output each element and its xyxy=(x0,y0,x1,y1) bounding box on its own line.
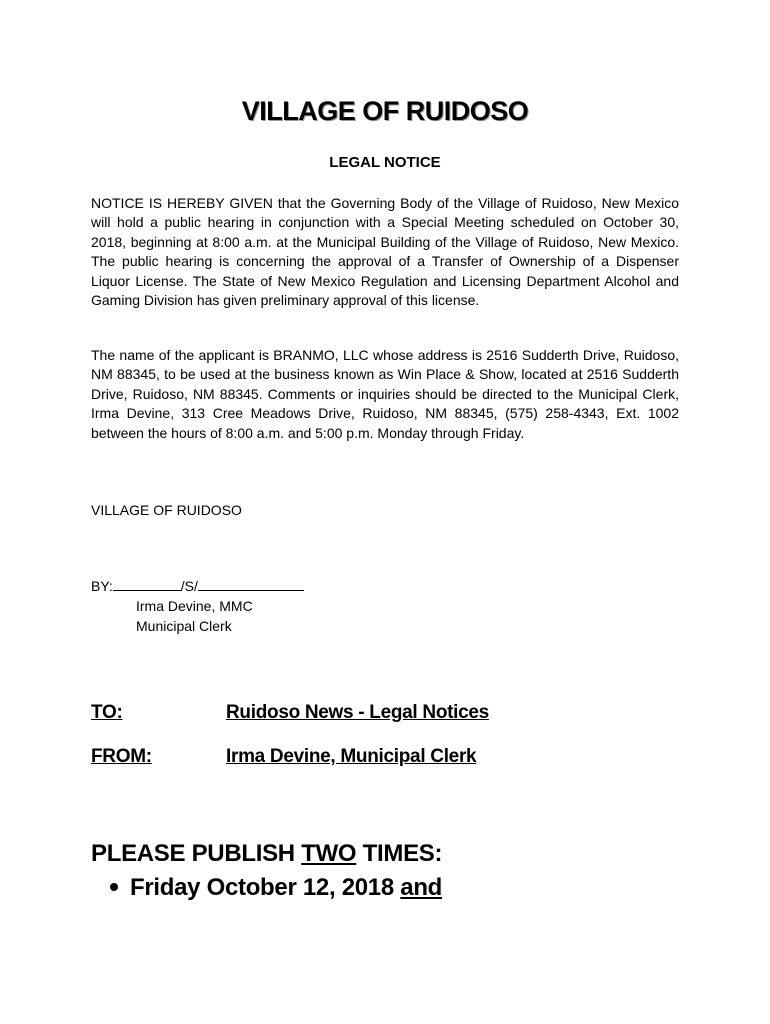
from-label: FROM: xyxy=(91,746,152,767)
document-title: VILLAGE OF RUIDOSO xyxy=(241,96,529,126)
signature-organization: VILLAGE OF RUIDOSO xyxy=(91,502,242,518)
to-value: Ruidoso News - Legal Notices xyxy=(226,702,489,723)
signature-blank-right xyxy=(198,578,304,591)
publish-prefix: PLEASE PUBLISH xyxy=(91,840,302,867)
publish-date-conjunction: and xyxy=(400,874,443,901)
publish-emphasis: TWO xyxy=(301,840,357,867)
signer-name: Irma Devine, MMC xyxy=(136,598,253,614)
from-value: Irma Devine, Municipal Clerk xyxy=(226,746,477,767)
publish-instruction xyxy=(91,840,442,868)
signer-title: Municipal Clerk xyxy=(136,618,232,634)
publish-date-item xyxy=(110,874,442,902)
signature-blank-left xyxy=(113,578,181,591)
signature-mark: /S/ xyxy=(180,578,198,594)
publish-suffix: TIMES: xyxy=(356,840,443,867)
bullet-icon xyxy=(110,883,118,891)
applicant-paragraph: The name of the applicant is BRANMO, LLC whose address is 2516 Sudderth Drive, Ruidoso, NM 88345, to be used at the business known as Win Place & Show, located at 2516 Sudderth Drive, Ruidoso, NM 88345. Comments or inquiries should be directed to the Municipal Clerk, Irma Devine, 313 Cree Meadows Drive, Ruidoso, NM 88345, (575) 258-4343, Ext. 1002 between the hours of 8:00 a.m. and 5:00 p.m. Monday through Friday. xyxy=(91,347,679,441)
by-label: BY: xyxy=(91,578,113,594)
to-label: TO: xyxy=(91,702,123,723)
publish-date-text: Friday October 12, 2018 xyxy=(130,874,401,901)
signature-line xyxy=(91,578,304,594)
notice-paragraph: NOTICE IS HEREBY GIVEN that the Governing Body of the Village of Ruidoso, New Mexico will hold a public hearing in conjunction with a Special Meeting scheduled on October 30, 2018, beginning at 8:00 a.m. at the Municipal Building of the Village of Ruidoso, New Mexico. The public hearing is concerning the approval of a Transfer of Ownership of a Dispenser Liquor License. The State of New Mexico Regulation and Licensing Department Alcohol and Gaming Division has given preliminary approval of this license. xyxy=(91,195,679,309)
document-subtitle: LEGAL NOTICE xyxy=(329,154,441,171)
